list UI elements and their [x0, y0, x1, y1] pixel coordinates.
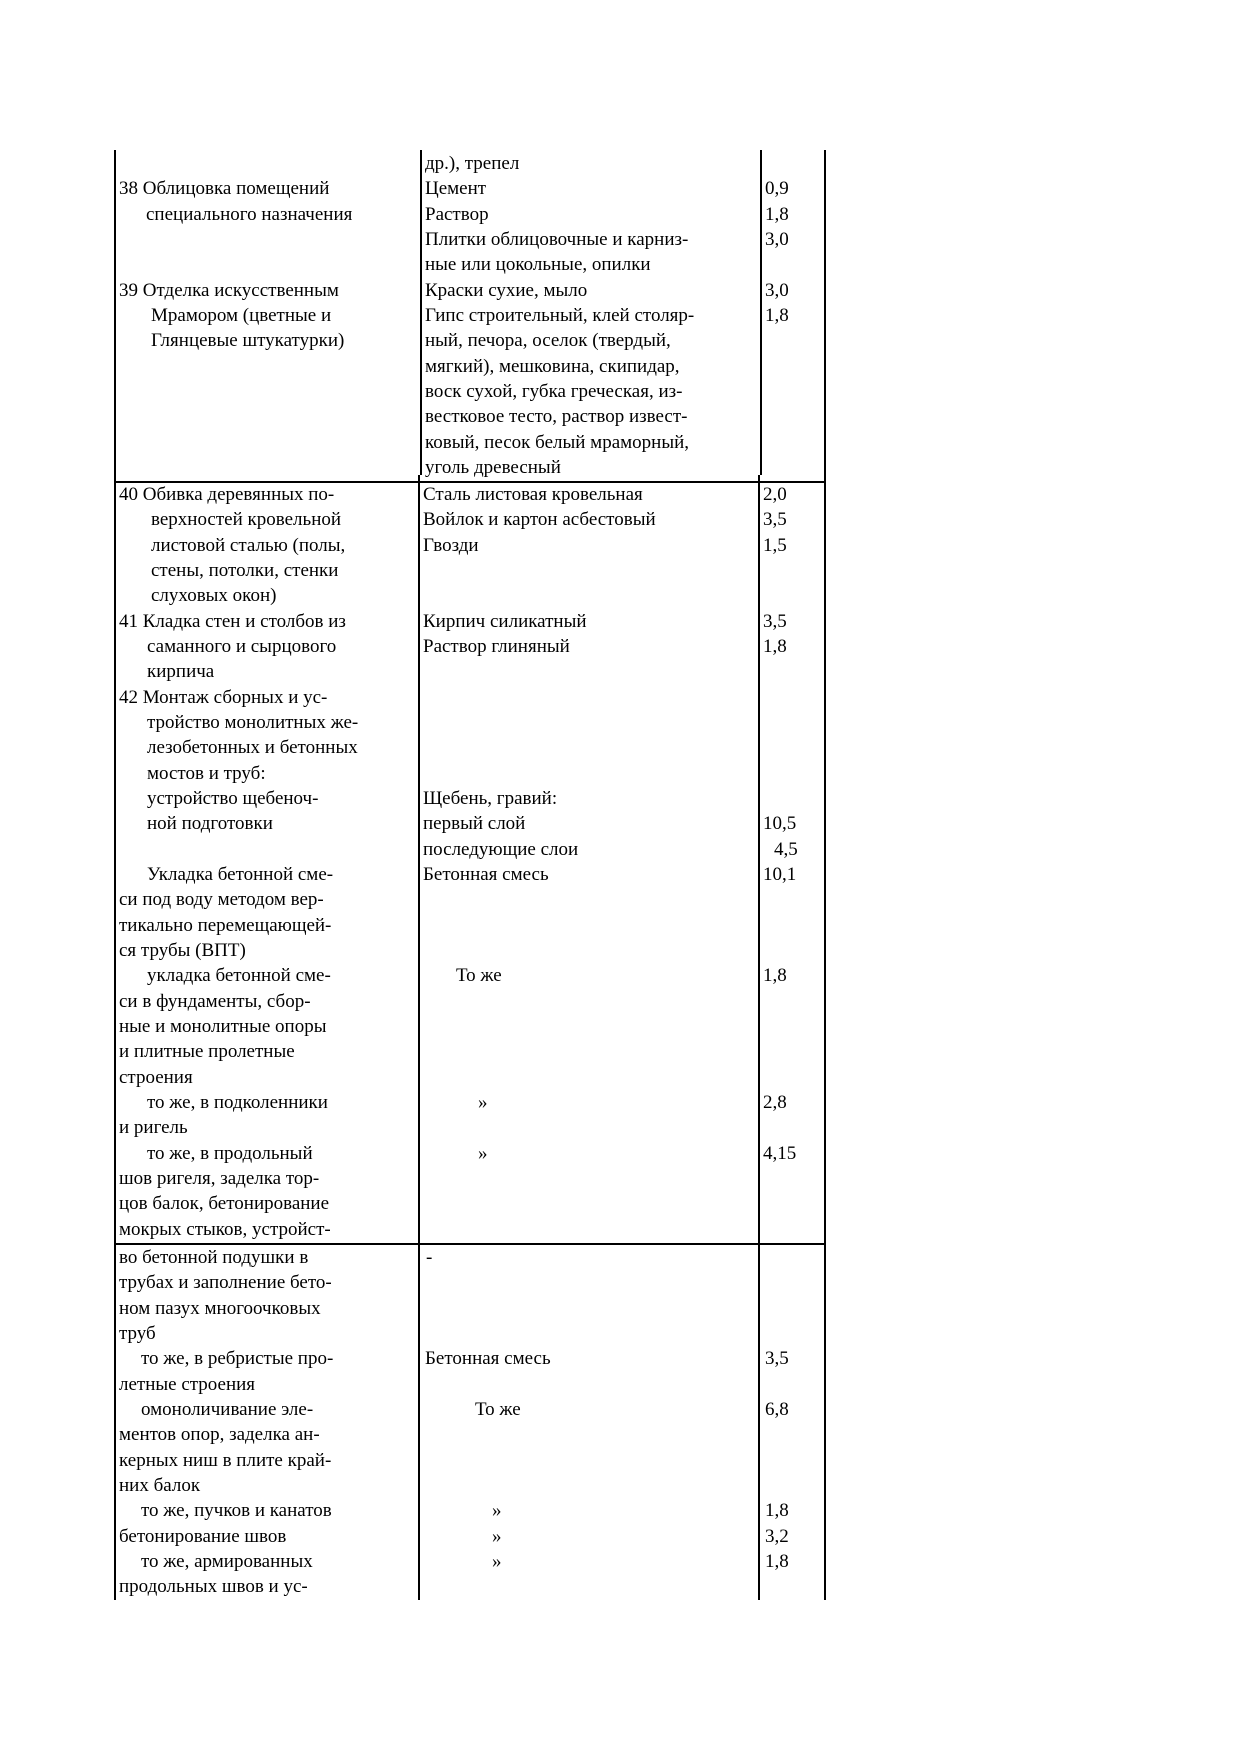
column-divider-1-bottom [418, 475, 420, 1600]
column-divider-2-top [760, 150, 762, 475]
work-39-line-2: Мрамором (цветные и [151, 305, 332, 326]
material-line: первый слой [423, 813, 526, 834]
work-42-line-22: во бетонной подушки в [119, 1247, 309, 1268]
value-cell: 1,8 [763, 636, 787, 657]
value-cell: 3,0 [765, 280, 789, 301]
work-42-line-3: лезобетонных и бетонных [147, 737, 358, 758]
value-cell: 1,8 [765, 305, 789, 326]
material-line: Щебень, гравий: [423, 788, 558, 809]
material-line: ные или цокольные, опилки [425, 254, 651, 275]
work-41-line-1: 41 Кладка стен и столбов из [119, 611, 346, 632]
material-line: мягкий), мешковина, скипидар, [425, 356, 680, 377]
column-divider-1-top [420, 150, 422, 475]
material-line: То же [456, 965, 502, 986]
material-line: Краски сухие, мыло [425, 280, 588, 301]
work-42-line-30: керных ниш в плите край- [119, 1450, 332, 1471]
value-cell: 1,5 [763, 535, 787, 556]
work-42-line-18: то же, в продольный [147, 1143, 313, 1164]
value-cell: 4,5 [774, 839, 798, 860]
material-line: др.), трепел [425, 153, 520, 174]
work-42-line-5: устройство щебеноч- [147, 788, 319, 809]
value-cell: 3,2 [765, 1526, 789, 1547]
work-42-line-12: си в фундаменты, сбор- [119, 991, 311, 1012]
work-38-line-1: 38 Облицовка помещений [119, 178, 330, 199]
table-border-right [824, 150, 826, 1600]
value-cell: 6,8 [765, 1399, 789, 1420]
material-line: » [478, 1092, 488, 1113]
work-42-line-24: ном пазух многоочковых [119, 1298, 321, 1319]
work-39-line-1: 39 Отделка искусственным [119, 280, 339, 301]
work-42-line-11: укладка бетонной сме- [147, 965, 331, 986]
value-cell: 2,0 [763, 484, 787, 505]
material-line: ный, печора, оселок (твердый, [425, 330, 671, 351]
value-cell: 10,1 [763, 864, 797, 885]
material-line: Плитки облицовочные и карниз- [425, 229, 689, 250]
material-line: Сталь листовая кровельная [423, 484, 643, 505]
value-cell: 3,5 [765, 1348, 789, 1369]
table-border-left-bottom [114, 475, 116, 1600]
material-line: » [492, 1551, 502, 1572]
value-cell: 1,8 [765, 1500, 789, 1521]
work-42-line-33: бетонирование швов [119, 1526, 287, 1547]
material-line: уголь древесный [425, 457, 561, 478]
work-42-line-17: и ригель [119, 1117, 188, 1138]
work-40-line-1: 40 Обивка деревянных по- [119, 484, 335, 505]
work-42-line-28: омоноличивание эле- [141, 1399, 314, 1420]
work-42-line-26: то же, в ребристые про- [141, 1348, 334, 1369]
material-line: » [492, 1526, 502, 1547]
work-40-line-5: слуховых окон) [151, 585, 277, 606]
material-line: Цемент [425, 178, 487, 199]
work-41-line-3: кирпича [147, 661, 215, 682]
material-line: » [478, 1143, 488, 1164]
work-42-line-31: них балок [119, 1475, 201, 1496]
work-42-line-29: ментов опор, заделка ан- [119, 1424, 320, 1445]
work-40-line-4: стены, потолки, стенки [151, 560, 339, 581]
value-cell: 10,5 [763, 813, 797, 834]
value-cell: 3,5 [763, 611, 787, 632]
work-40-line-3: листовой сталью (полы, [151, 535, 346, 556]
value-cell: 2,8 [763, 1092, 787, 1113]
value-cell: 0,9 [765, 178, 789, 199]
table-border-left-top [114, 150, 116, 475]
material-line: Бетонная смесь [423, 864, 549, 885]
material-line: воск сухой, губка греческая, из- [425, 381, 683, 402]
work-40-line-2: верхностей кровельной [151, 509, 342, 530]
material-line: Бетонная смесь [425, 1348, 551, 1369]
material-line: последующие слои [423, 839, 579, 860]
material-line: Гипс строительный, клей столяр- [425, 305, 695, 326]
value-cell: 1,8 [765, 204, 789, 225]
material-line: То же [475, 1399, 521, 1420]
work-42-line-13: ные и монолитные опоры [119, 1016, 327, 1037]
work-42-line-15: строения [119, 1067, 193, 1088]
column-divider-2-bottom [758, 475, 760, 1600]
work-42-line-19: шов ригеля, заделка тор- [119, 1168, 320, 1189]
material-line: Раствор [425, 204, 489, 225]
material-line: вестковое тесто, раствор извест- [425, 406, 688, 427]
value-cell: 1,8 [765, 1551, 789, 1572]
material-line: Войлок и картон асбестовый [423, 509, 656, 530]
material-line: Раствор глиняный [423, 636, 570, 657]
work-42-line-1: 42 Монтаж сборных и ус- [119, 687, 328, 708]
work-41-line-2: саманного и сырцового [147, 636, 337, 657]
work-39-line-3: Глянцевые штукатурки) [151, 330, 345, 351]
work-42-line-2: тройство монолитных же- [147, 712, 359, 733]
material-line: » [492, 1500, 502, 1521]
work-42-line-25: труб [119, 1323, 156, 1344]
work-42-line-7: Укладка бетонной сме- [147, 864, 334, 885]
work-42-line-35: продольных швов и ус- [119, 1576, 308, 1597]
work-42-line-9: тикально перемещающей- [119, 915, 332, 936]
value-cell: 3,0 [765, 229, 789, 250]
work-42-line-32: то же, пучков и канатов [141, 1500, 332, 1521]
work-42-line-21: мокрых стыков, устройст- [119, 1219, 331, 1240]
work-42-line-10: ся трубы (ВПТ) [119, 940, 246, 961]
work-42-line-27: летные строения [119, 1374, 256, 1395]
work-42-line-20: цов балок, бетонирование [119, 1193, 330, 1214]
work-38-line-2: специального назначения [146, 204, 353, 225]
value-cell: 3,5 [763, 509, 787, 530]
work-42-line-4: мостов и труб: [147, 763, 266, 784]
work-42-line-6: ной подготовки [147, 813, 273, 834]
material-line: Гвозди [423, 535, 479, 556]
work-42-line-8: си под воду методом вер- [119, 889, 324, 910]
value-cell: 4,15 [763, 1143, 797, 1164]
material-line: ковый, песок белый мраморный, [425, 432, 690, 453]
value-cell: 1,8 [763, 965, 787, 986]
work-42-line-14: и плитные пролетные [119, 1041, 295, 1062]
work-42-line-23: трубах и заполнение бето- [119, 1272, 332, 1293]
material-line: - [426, 1247, 433, 1268]
material-line: Кирпич силикатный [423, 611, 587, 632]
work-42-line-16: то же, в подколенники [147, 1092, 328, 1113]
work-42-line-34: то же, армированных [141, 1551, 313, 1572]
